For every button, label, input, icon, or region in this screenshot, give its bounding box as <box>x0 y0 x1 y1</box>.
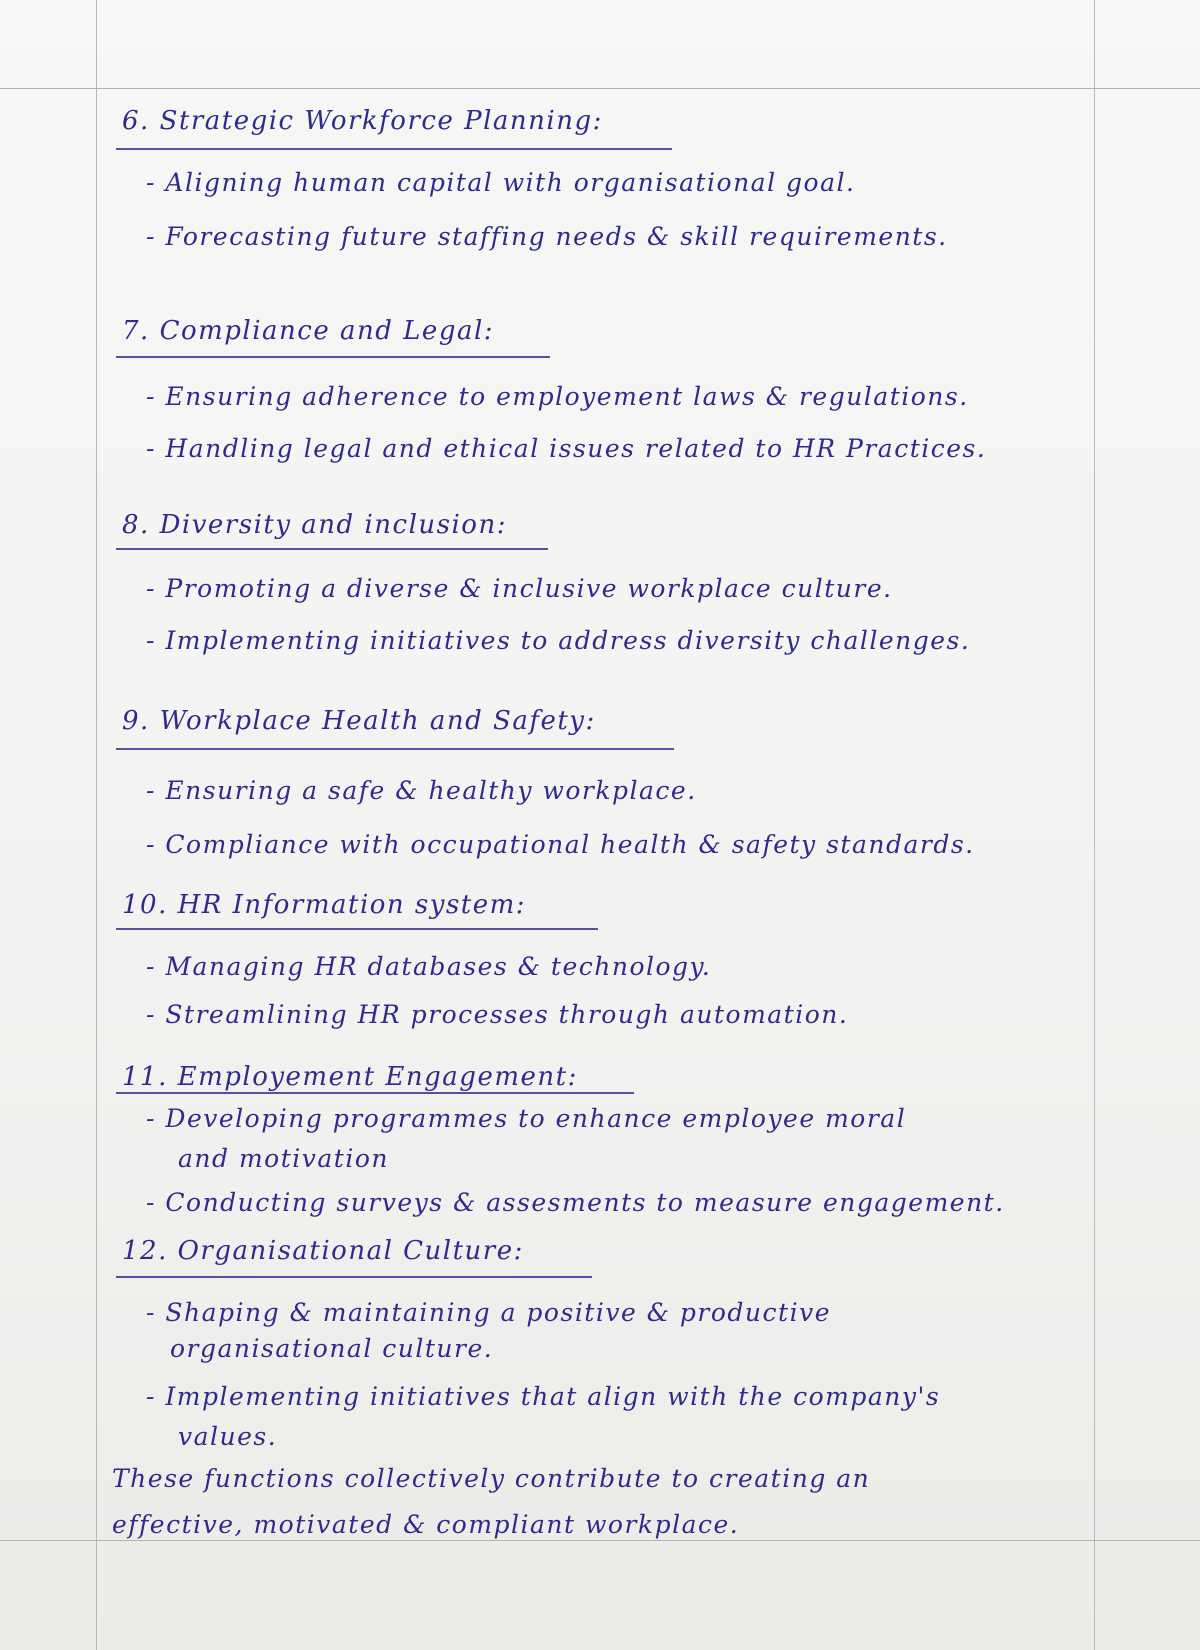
section-8-point-1: - Promoting a diverse & inclusive workplace culture. <box>146 574 893 603</box>
section-10-point-1: - Managing HR databases & technology. <box>146 952 712 981</box>
section-8-underline <box>116 548 548 550</box>
section-11-underline <box>116 1092 634 1094</box>
conclusion-line-1: These functions collectively contribute to creating an <box>112 1464 871 1493</box>
section-9-point-2: - Compliance with occupational health & safety standards. <box>146 830 975 859</box>
conclusion-line-2: effective, motivated & compliant workplace. <box>112 1510 740 1539</box>
section-7-underline <box>116 356 550 358</box>
section-9-heading: 9. Workplace Health and Safety: <box>122 706 596 736</box>
section-6-underline <box>116 148 672 150</box>
right-margin-line <box>1094 0 1095 1650</box>
section-12-point-2: - Implementing initiatives that align with the company's <box>146 1382 941 1411</box>
section-11-point-2: - Conducting surveys & assesments to measure engagement. <box>146 1188 1005 1217</box>
section-11-point-1: - Developing programmes to enhance employee moral <box>146 1104 907 1133</box>
section-10-heading: 10. HR Information system: <box>122 890 527 920</box>
top-margin-line <box>0 88 1200 89</box>
section-9-underline <box>116 748 674 750</box>
left-margin-line <box>96 0 97 1650</box>
section-12-underline <box>116 1276 592 1278</box>
section-12-point-1-cont: organisational culture. <box>170 1334 494 1363</box>
section-6-point-2: - Forecasting future staffing needs & skill requirements. <box>146 222 948 251</box>
section-12-heading: 12. Organisational Culture: <box>122 1236 524 1266</box>
section-6-point-1: - Aligning human capital with organisational goal. <box>146 168 856 197</box>
section-6-heading: 6. Strategic Workforce Planning: <box>122 106 603 136</box>
section-7-point-1: - Ensuring adherence to employement laws & regulations. <box>146 382 969 411</box>
bottom-margin-line <box>0 1540 1200 1541</box>
section-8-heading: 8. Diversity and inclusion: <box>122 510 507 540</box>
section-7-point-2: - Handling legal and ethical issues related to HR Practices. <box>146 434 987 463</box>
section-10-point-2: - Streamlining HR processes through automation. <box>146 1000 849 1029</box>
section-8-point-2: - Implementing initiatives to address diversity challenges. <box>146 626 971 655</box>
section-11-point-1-cont: and motivation <box>178 1144 389 1173</box>
section-7-heading: 7. Compliance and Legal: <box>122 316 495 346</box>
section-12-point-2-cont: values. <box>178 1422 278 1451</box>
section-11-heading: 11. Employement Engagement: <box>122 1062 578 1092</box>
section-9-point-1: - Ensuring a safe & healthy workplace. <box>146 776 697 805</box>
section-10-underline <box>116 928 598 930</box>
section-12-point-1: - Shaping & maintaining a positive & productive <box>146 1298 831 1327</box>
